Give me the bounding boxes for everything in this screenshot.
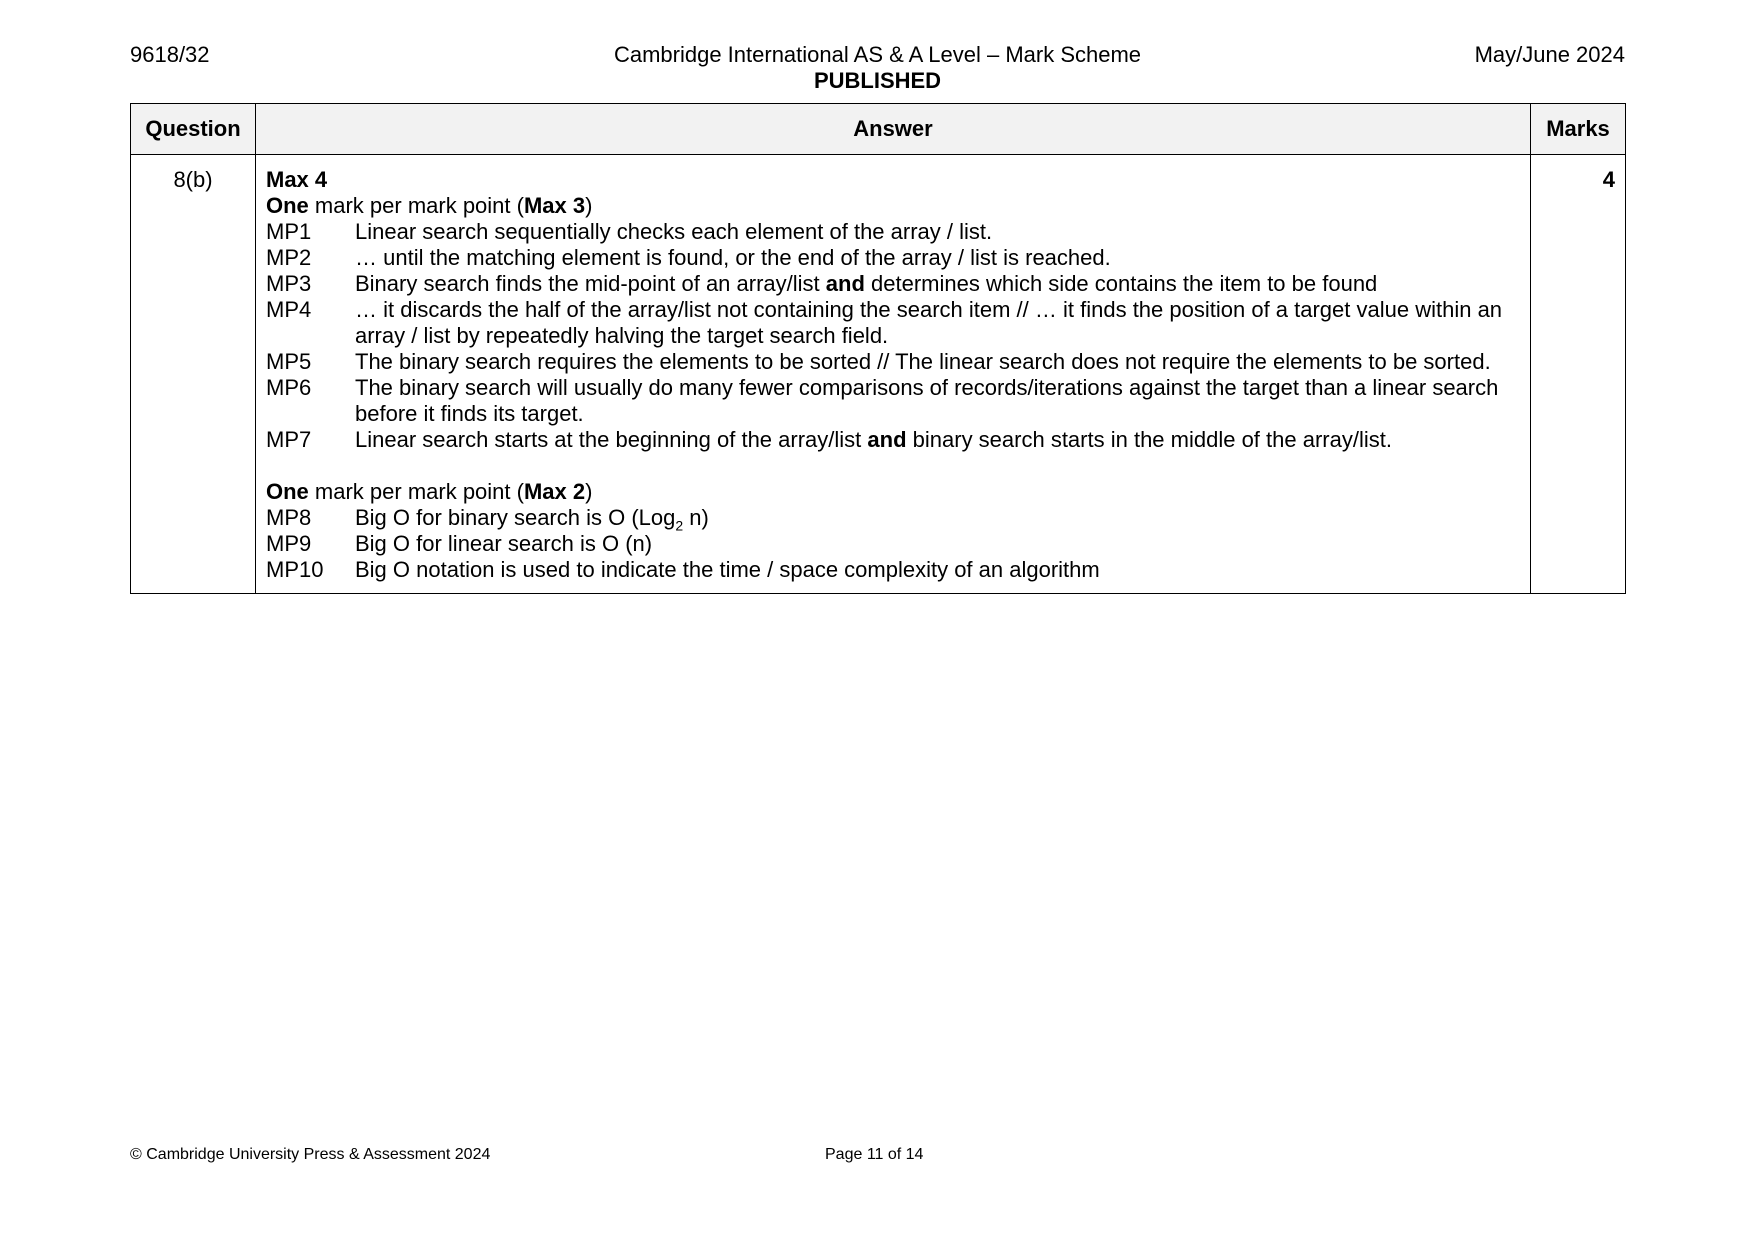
table-row xyxy=(131,155,1626,594)
mp7-and: and xyxy=(867,427,907,452)
question-header: Question xyxy=(131,104,256,155)
marks-value: 4 xyxy=(1531,155,1626,594)
mark-point-text xyxy=(355,271,1520,297)
exam-session: May/June 2024 xyxy=(1474,42,1625,67)
mark-point-text xyxy=(355,505,1520,534)
mark-point-mp1 xyxy=(266,219,1520,245)
mark-point-code: MP4 xyxy=(266,297,312,322)
mark-scheme-table xyxy=(130,103,1626,594)
table-header-row xyxy=(131,104,1626,155)
copyright-notice: © Cambridge University Press & Assessment 2024 xyxy=(130,1146,491,1163)
mark-point-code: MP3 xyxy=(266,271,312,296)
log-base-subscript: 2 xyxy=(675,517,684,534)
mark-point-mp9 xyxy=(266,531,1520,557)
mark-point-mp8 xyxy=(266,505,1520,534)
mark-point-text: Big O for linear search is O (n) xyxy=(355,531,653,556)
mark-point-code: MP10 xyxy=(266,557,324,582)
max-total: Max 4 xyxy=(266,167,328,192)
mp3-text-b: determines which side contains the item to be found xyxy=(864,271,1378,296)
group2-max: Max 2 xyxy=(523,479,586,504)
mp7-text-a: Linear search starts at the beginning of the array/list xyxy=(355,427,868,452)
spacer xyxy=(266,453,1520,479)
mp7-text-b: binary search starts in the middle of the array/list. xyxy=(906,427,1392,452)
mark-point-mp2 xyxy=(266,245,1520,271)
mp3-and: and xyxy=(825,271,865,296)
mark-point-mp10 xyxy=(266,557,1520,583)
marks-header: Marks xyxy=(1531,104,1626,155)
group1-max: Max 3 xyxy=(523,193,586,218)
group2-lead-bold: One xyxy=(266,479,309,504)
mark-point-text xyxy=(355,427,1520,453)
group2-lead-text: mark per mark point ( xyxy=(308,479,524,504)
question-number: 8(b) xyxy=(131,155,256,594)
mark-point-code: MP6 xyxy=(266,375,312,400)
group2-close: ) xyxy=(585,479,593,504)
mark-point-mp4 xyxy=(266,297,1520,349)
mark-point-code: MP8 xyxy=(266,505,312,530)
mark-point-code: MP5 xyxy=(266,349,312,374)
answer-header: Answer xyxy=(256,104,1531,155)
group2-lead xyxy=(266,479,1520,505)
group1-lead xyxy=(266,193,1520,219)
paper-code: 9618/32 xyxy=(130,42,210,67)
group1-lead-text: mark per mark point ( xyxy=(308,193,524,218)
mark-point-text: Linear search sequentially checks each element of the array / list. xyxy=(355,219,993,244)
mark-point-code: MP1 xyxy=(266,219,312,244)
mp8-text-a: Big O for binary search is O (Log xyxy=(355,505,676,530)
mark-point-text: The binary search will usually do many fewer comparisons of records/iterations against the target than a linear search before it finds its target. xyxy=(355,375,1499,426)
page-number: Page 11 of 14 xyxy=(825,1146,924,1163)
answer-cell xyxy=(256,155,1531,594)
mark-point-text: The binary search requires the elements to be sorted // The linear search does not require the elements to be sorted. xyxy=(355,349,1491,374)
mp3-text-a: Binary search finds the mid-point of an array/list xyxy=(355,271,826,296)
mark-point-code: MP9 xyxy=(266,531,312,556)
mark-point-text: Big O notation is used to indicate the time / space complexity of an algorithm xyxy=(355,557,1100,582)
mark-point-mp7 xyxy=(266,427,1520,453)
group1-lead-bold: One xyxy=(266,193,309,218)
mark-point-mp5 xyxy=(266,349,1520,375)
group1-close: ) xyxy=(585,193,593,218)
published-label: PUBLISHED xyxy=(813,68,942,93)
mark-point-code: MP2 xyxy=(266,245,312,270)
mark-point-mp3 xyxy=(266,271,1520,297)
mp8-text-b: n) xyxy=(683,505,709,530)
mark-point-mp6 xyxy=(266,375,1520,427)
mark-point-text: … until the matching element is found, or the end of the array / list is reached. xyxy=(355,245,1111,270)
title-text: Cambridge International AS & A Level – Mark Scheme xyxy=(613,42,1142,67)
mark-point-code: MP7 xyxy=(266,427,312,452)
mark-point-text: … it discards the half of the array/list not containing the search item // … it finds the position of a target value within an array / list by repeatedly halving the target search field. xyxy=(355,297,1503,348)
